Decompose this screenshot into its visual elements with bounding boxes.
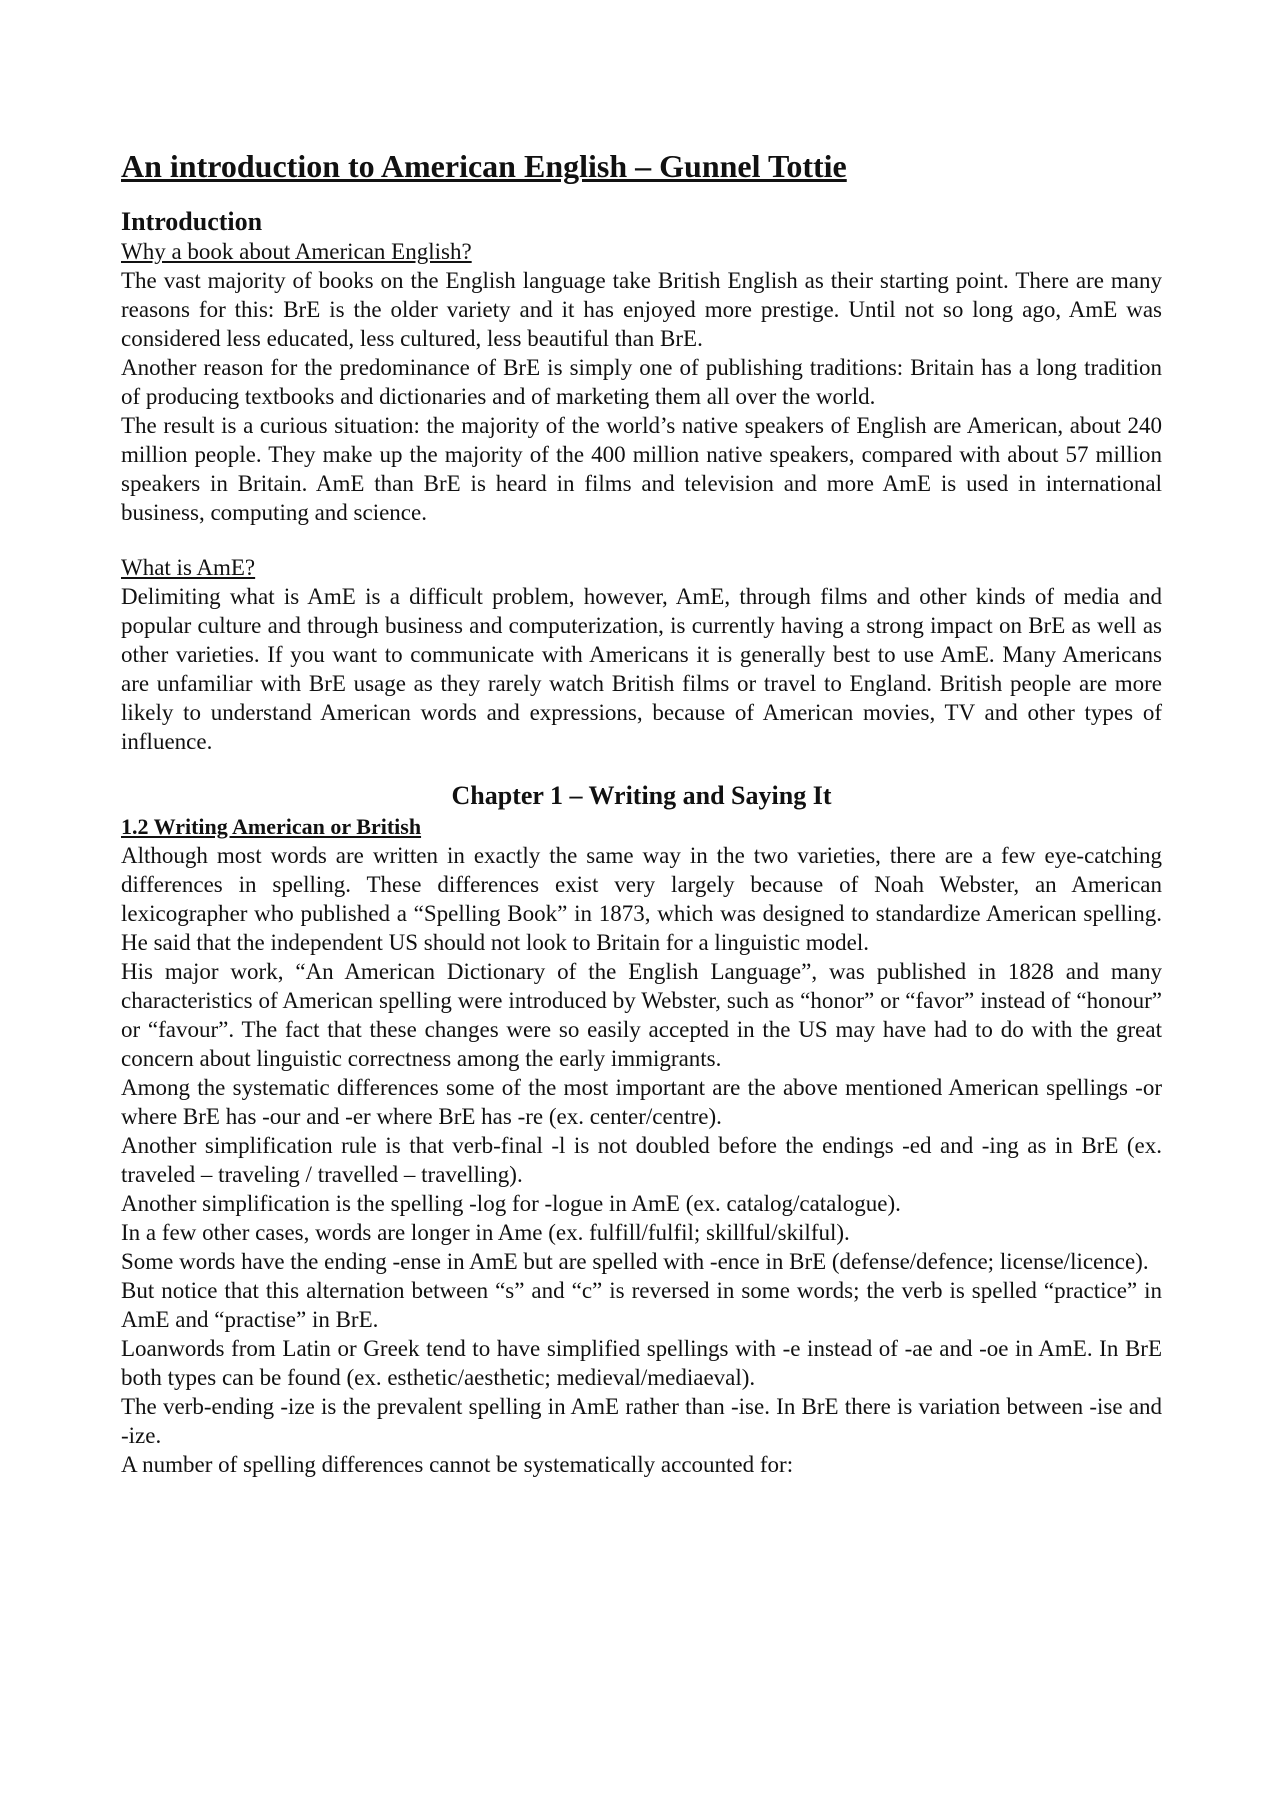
section-heading-row bbox=[121, 813, 1162, 841]
paragraph-chapter-7: Some words have the ending -ense in AmE but are spelled with -ence in BrE (defense/defence; license/licence). bbox=[121, 1248, 1149, 1274]
paragraph-chapter-5: Another simplification is the spelling -log for -logue in AmE (ex. catalog/catalogue). bbox=[121, 1190, 901, 1216]
what-heading-row bbox=[121, 553, 1162, 582]
what-heading: What is AmE? bbox=[121, 554, 256, 580]
paragraph-why-3: The result is a curious situation: the majority of the world’s native speakers of English are American, about 240 million people. They make up the majority of the 400 million native speakers, compared with about 57 million speakers in Britain. AmE than BrE is heard in films and television and more AmE is used in international business, computing and science. bbox=[121, 412, 1162, 525]
section-heading: 1.2 Writing American or British bbox=[121, 813, 422, 839]
why-heading: Why a book about American English? bbox=[121, 238, 472, 264]
spacer bbox=[121, 527, 1162, 553]
paragraph-chapter-11: A number of spelling differences cannot be systematically accounted for: bbox=[121, 1451, 794, 1477]
paragraph-chapter-6: In a few other cases, words are longer in Ame (ex. fulfill/fulfil; skillful/skilful). bbox=[121, 1219, 850, 1245]
introduction-heading: Introduction bbox=[121, 206, 263, 236]
paragraph-why-1: The vast majority of books on the English language take British English as their starting point. There are many reasons for this: BrE is the older variety and it has enjoyed more prestige. Until not so long ago, AmE was considered less educated, less cultured, less beautiful than BrE. bbox=[121, 267, 1162, 351]
paragraph-chapter-2: His major work, “An American Dictionary of the English Language”, was published in 1828 and many characteristics of American spelling were introduced by Webster, such as “honor” or “favor” instead of “honour” or “favour”. The fact that these changes were so easily accepted in the US may have had to do with the great concern about linguistic correctness among the early immigrants. bbox=[121, 958, 1162, 1071]
paragraph-what: Delimiting what is AmE is a difficult problem, however, AmE, through films and other kinds of media and popular culture and through business and computerization, is currently having a strong impact on BrE as well as other varieties. If you want to communicate with Americans it is generally best to use AmE. Many Americans are unfamiliar with BrE usage as they rarely watch British films or travel to England. British people are more likely to understand American words and expressions, because of American movies, TV and other types of influence. bbox=[121, 583, 1162, 754]
paragraph-why-2: Another reason for the predominance of BrE is simply one of publishing traditions: Britain has a long tradition of producing textbooks and dictionaries and of marketing them all over the world. bbox=[121, 354, 1162, 409]
paragraph-chapter-9: Loanwords from Latin or Greek tend to have simplified spellings with -e instead of -ae and -oe in AmE. In BrE both types can be found (ex. esthetic/aesthetic; medieval/mediaeval). bbox=[121, 1335, 1162, 1390]
paragraph-chapter-10: The verb-ending -ize is the prevalent spelling in AmE rather than -ise. In BrE there is variation between -ise and -ize. bbox=[121, 1393, 1162, 1448]
paragraph-chapter-8: But notice that this alternation between “s” and “c” is reversed in some words; the verb is spelled “practice” in AmE and “practise” in BrE. bbox=[121, 1277, 1162, 1332]
chapter-heading: Chapter 1 – Writing and Saying It bbox=[451, 780, 832, 810]
paragraph-chapter-1: Although most words are written in exactly the same way in the two varieties, there are a few eye-catching differences in spelling. These differences exist very largely because of Noah Webster, an American lexicographer who published a “Spelling Book” in 1873, which was designed to standardize American spelling. He said that the independent US should not look to Britain for a linguistic model. bbox=[121, 842, 1162, 955]
document-title: An introduction to American English – Gunnel Tottie bbox=[121, 148, 847, 184]
document-body bbox=[121, 146, 1162, 1479]
paragraph-chapter-3: Among the systematic differences some of the most important are the above mentioned American spellings -or where BrE has -our and -er where BrE has -re (ex. center/centre). bbox=[121, 1074, 1162, 1129]
paragraph-chapter-4: Another simplification rule is that verb-final -l is not doubled before the endings -ed and -ing as in BrE (ex. traveled – traveling / travelled – travelling). bbox=[121, 1132, 1162, 1187]
why-heading-row bbox=[121, 237, 1162, 266]
